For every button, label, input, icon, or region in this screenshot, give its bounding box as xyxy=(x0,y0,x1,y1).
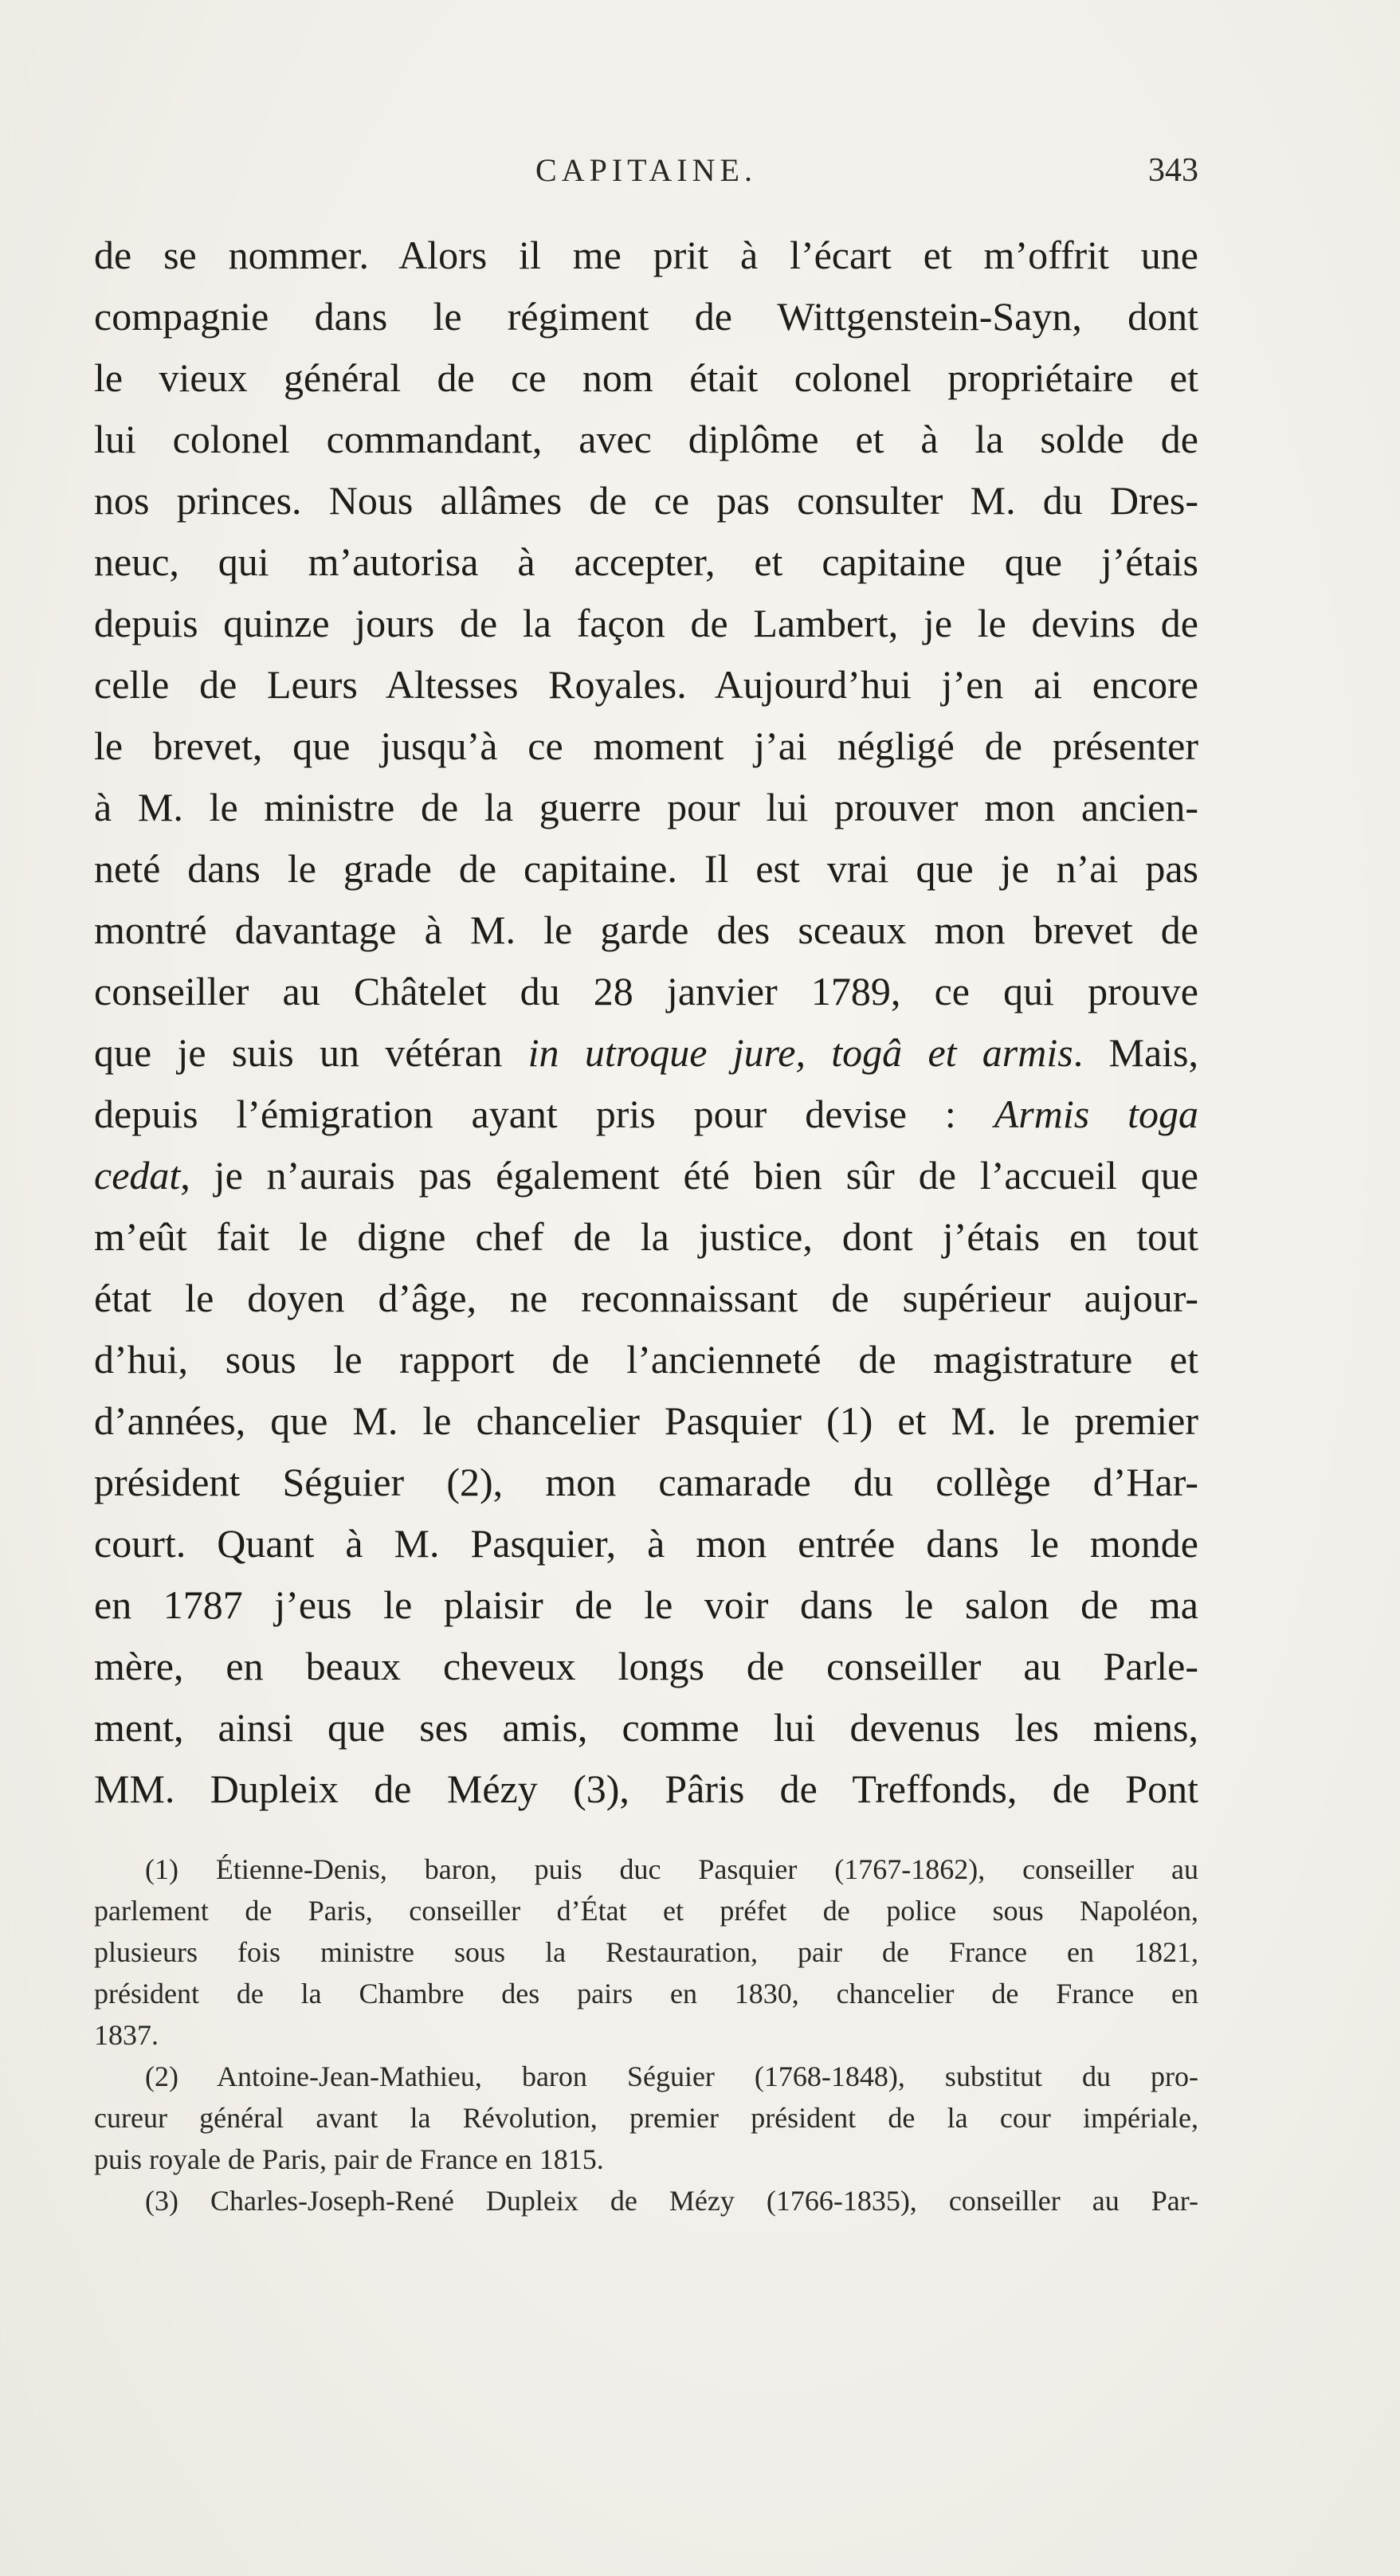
text-line: compagnie dans le régiment de Wittgenstein-Sayn, dont xyxy=(94,294,1198,339)
text-line xyxy=(94,1145,1198,1206)
text-line: neuc, qui m’autorisa à accepter, et capitaine que j’étais xyxy=(94,539,1198,584)
footnote-line: (1) Étienne-Denis, baron, puis duc Pasquier (1767-1862), conseiller au xyxy=(145,1853,1198,1885)
footnote-2 xyxy=(94,2056,1198,2180)
page-number: 343 xyxy=(1148,152,1198,189)
text-line: à M. le ministre de la guerre pour lui prouver mon ancien- xyxy=(94,785,1198,829)
text-line: d’années, que M. le chancelier Pasquier (1) et M. le premier xyxy=(94,1398,1198,1443)
footnote-line: cureur général avant la Révolution, premier président de la cour impériale, xyxy=(94,2102,1198,2134)
text-line xyxy=(94,1022,1198,1084)
text-line: mère, en beaux cheveux longs de conseiller au Parle- xyxy=(94,1644,1198,1688)
page-header xyxy=(94,143,1198,207)
text-run: depuis l’émigration ayant pris pour devise : xyxy=(94,1092,994,1136)
text-line: nos princes. Nous allâmes de ce pas consulter M. du Dres- xyxy=(94,478,1198,523)
footnote-line: (2) Antoine-Jean-Mathieu, baron Séguier (1768-1848), substitut du pro- xyxy=(145,2060,1198,2092)
text-line: m’eût fait le digne chef de la justice, dont j’étais en tout xyxy=(94,1214,1198,1259)
italic-latin-phrase: in utroque jure, togâ et armis xyxy=(527,1030,1073,1075)
footnote-line: puis royale de Paris, pair de France en 1815. xyxy=(94,2143,604,2175)
text-line: montré davantage à M. le garde des sceaux mon brevet de xyxy=(94,908,1198,952)
italic-latin-phrase: Armis toga xyxy=(994,1092,1198,1136)
footnote-line: (3) Charles-Joseph-René Dupleix de Mézy (1766-1835), conseiller au Par- xyxy=(145,2185,1198,2217)
footnote-line: 1837. xyxy=(94,2019,159,2051)
text-line: en 1787 j’eus le plaisir de le voir dans le salon de ma xyxy=(94,1582,1198,1627)
text-line xyxy=(94,1084,1198,1145)
footnote-line: plusieurs fois ministre sous la Restauration, pair de France en 1821, xyxy=(94,1936,1198,1968)
text-line: président Séguier (2), mon camarade du collège d’Har- xyxy=(94,1460,1198,1504)
footnote-3 xyxy=(94,2180,1198,2221)
text-line: conseiller au Châtelet du 28 janvier 1789, ce qui prouve xyxy=(94,969,1198,1014)
text-line: le vieux général de ce nom était colonel propriétaire et xyxy=(94,355,1198,400)
text-line: court. Quant à M. Pasquier, à mon entrée dans le monde xyxy=(94,1521,1198,1566)
text-line: d’hui, sous le rapport de l’ancienneté de magistrature et xyxy=(94,1337,1198,1382)
footnote-line: président de la Chambre des pairs en 1830, chancelier de France en xyxy=(94,1978,1198,2009)
footnote-line: parlement de Paris, conseiller d’État et préfet de police sous Napoléon, xyxy=(94,1895,1198,1927)
text-line: ment, ainsi que ses amis, comme lui devenus les miens, xyxy=(94,1705,1198,1750)
main-text xyxy=(94,225,1198,1820)
text-line: celle de Leurs Altesses Royales. Aujourd’hui j’en ai encore xyxy=(94,662,1198,707)
footnote-1 xyxy=(94,1849,1198,2056)
text-line: depuis quinze jours de la façon de Lambert, je le devins de xyxy=(94,601,1198,645)
text-line: MM. Dupleix de Mézy (3), Pâris de Treffonds, de Pont xyxy=(94,1766,1198,1811)
running-head: CAPITAINE. xyxy=(535,152,757,188)
italic-latin-phrase: cedat xyxy=(94,1153,181,1198)
text-line: lui colonel commandant, avec diplôme et à la solde de xyxy=(94,417,1198,461)
text-line: état le doyen d’âge, ne reconnaissant de supérieur aujour- xyxy=(94,1276,1198,1320)
footnotes xyxy=(94,1849,1198,2221)
text-line: neté dans le grade de capitaine. Il est vrai que je n’ai pas xyxy=(94,846,1198,891)
text-run: . Mais, xyxy=(1073,1030,1198,1075)
text-line: le brevet, que jusqu’à ce moment j’ai négligé de présenter xyxy=(94,723,1198,768)
text-line: de se nommer. Alors il me prit à l’écart et m’offrit une xyxy=(94,233,1198,277)
text-run: , je n’aurais pas également été bien sûr de l’accueil que xyxy=(180,1153,1198,1198)
text-run: que je suis un vétéran xyxy=(94,1030,528,1075)
